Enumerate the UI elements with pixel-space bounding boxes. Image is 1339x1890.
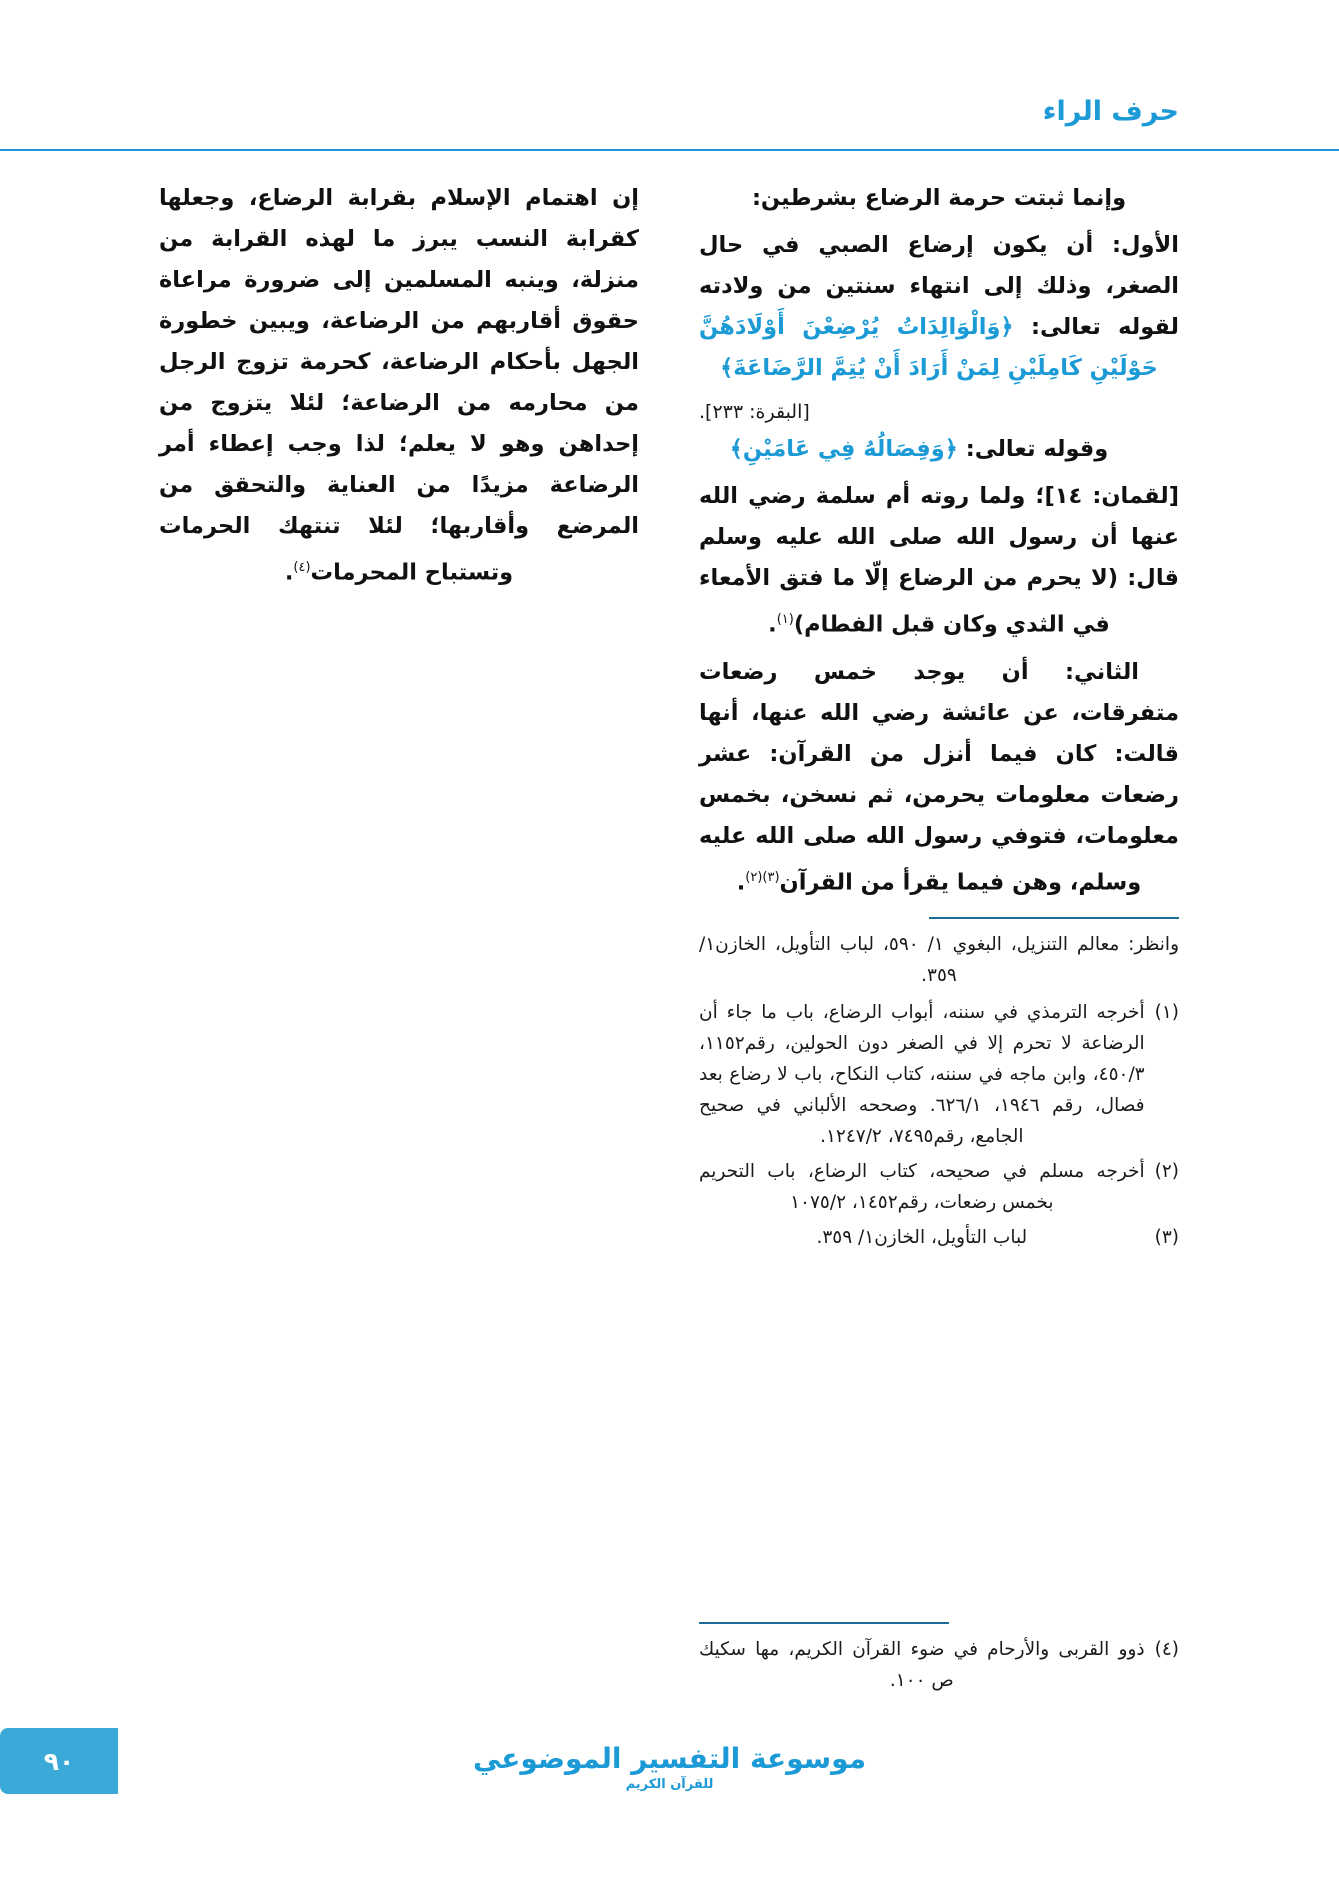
footnote-number: (٤) <box>1154 1639 1179 1660</box>
publisher-logo <box>460 1742 880 1792</box>
footnotes-right <box>699 917 1179 1253</box>
footnote-marker: (٣)(٢) <box>745 869 780 885</box>
paragraph-text: إن اهتمام الإسلام بقرابة الرضاع، وجعلها كقرابة النسب يبرز ما لهذه القرابة من منزلة، وينبه المسلمين إلى ضرورة مراعاة حقوق أقاربهم من الرضاعة، ويبين خطورة الجهل بأحكام الرضاعة، كحرمة تزوج الرجل من محارمه من الرضاعة؛ لئلا يتزوج من إحداهن وهو لا يعلم؛ لذا وجب إعطاء أمر الرضاعة مزيدًا من العناية والتحقق من المرضع وأقاربها؛ لئلا تنتهك الحرمات وتستباح المحرمات <box>159 185 639 586</box>
logo-subtitle: للقرآن الكريم <box>625 1777 714 1792</box>
footnote-text: وانظر: معالم التنزيل، البغوي ١/ ٥٩٠، لباب التأويل، الخازن١/ ٣٥٩. <box>699 934 1179 986</box>
paragraph-text: الأول: أن يكون إرضاع الصبي في حال الصغر، وذلك إلى انتهاء سنتين من ولادته لقوله تعالى: <box>699 232 1179 340</box>
paragraph: وإنما ثبتت حرمة الرضاع بشرطين: <box>751 185 1127 211</box>
footnote-text: أخرجه مسلم في صحيحه، كتاب الرضاع، باب التحريم بخمس رضعات، رقم١٤٥٢، ١٠٧٥/٢ <box>699 1161 1145 1213</box>
text-columns <box>159 178 1179 1257</box>
page-title: حرف الراء <box>1042 96 1179 127</box>
sentence-period: . <box>768 611 777 638</box>
footnote-item <box>699 1634 1179 1696</box>
paragraph-text: الثاني: أن يوجد خمس رضعات متفرقات، عن عائشة رضي الله عنها، أنها قالت: كان فيما أنزل من القرآن: عشر رضعات معلومات يحرمن، ثم نسخن، بخمس معلومات، فتوفي رسول الله صلى الله عليه وسلم، وهن فيما يقرأ من القرآن <box>699 658 1179 895</box>
footnote-marker: (١) <box>776 612 794 627</box>
paragraph-text: [لقمان: ١٤]؛ ولما روته أم سلمة رضي الله عنها أن رسول الله صلى الله عليه وسلم قال: (لا يحرم من الرضاع إلّا ما فتق الأمعاء في الثدي وكان قبل الفطام) <box>699 483 1179 638</box>
sentence-period: . <box>284 559 294 586</box>
page-header <box>0 96 1339 156</box>
footnote-number: (٢) <box>1154 1161 1179 1182</box>
quran-verse: ﴿وَفِصَالُهُ فِي عَامَيْنِ﴾ <box>729 436 958 462</box>
paragraph <box>699 225 1179 389</box>
footnote-text: ذوو القربى والأرحام في ضوء القرآن الكريم، مها سكيك ص ١٠٠. <box>699 1639 1145 1691</box>
paragraph <box>159 178 639 594</box>
column-left <box>159 178 639 1257</box>
page-number: ٩٠ <box>0 1728 118 1794</box>
footnote-item <box>699 997 1179 1152</box>
footnote-marker: (٤) <box>293 560 311 575</box>
paragraph <box>699 429 1179 470</box>
paragraph-text: وقوله تعالى: <box>965 436 1109 462</box>
quran-verse: ﴿وَالْوَالِدَاتُ يُرْضِعْنَ أَوْلَادَهُنَّ حَوْلَيْنِ كَامِلَيْنِ لِمَنْ أَرَادَ أَنْ يُتِمَّ الرَّضَاعَةَ﴾ <box>699 314 1158 381</box>
logo-title: موسوعة التفسير الموضوعي <box>472 1742 867 1775</box>
column-right <box>699 178 1179 1257</box>
footnote-item <box>699 1222 1179 1253</box>
sentence-period: . <box>736 869 746 895</box>
footnote-text: أخرجه الترمذي في سننه، أبواب الرضاع، باب ما جاء أن الرضاعة لا تحرم إلا في الصغر دون الحولين، رقم١١٥٢، ٤٥٠/٣، وابن ماجه في سننه، كتاب النكاح، باب لا رضاع بعد فصال، رقم ١٩٤٦، ٦٢٦/١. وصححه الألباني في صحيح الجامع، رقم٧٤٩٥، ١٢٤٧/٢. <box>699 1002 1145 1147</box>
footnote-text: لباب التأويل، الخازن١/ ٣٥٩. <box>816 1227 1028 1248</box>
footnote-number: (١) <box>1154 1002 1179 1023</box>
header-divider <box>0 149 1339 151</box>
footnote-divider <box>929 917 1179 919</box>
paragraph <box>699 476 1179 646</box>
verse-reference: [البقرة: ٢٣٣]. <box>699 401 810 423</box>
footnote-number: (٣) <box>1154 1227 1179 1248</box>
footnotes-left <box>699 1608 1179 1700</box>
paragraph <box>699 652 1179 904</box>
footnote-divider <box>699 1622 949 1624</box>
footnote-item <box>699 1156 1179 1218</box>
